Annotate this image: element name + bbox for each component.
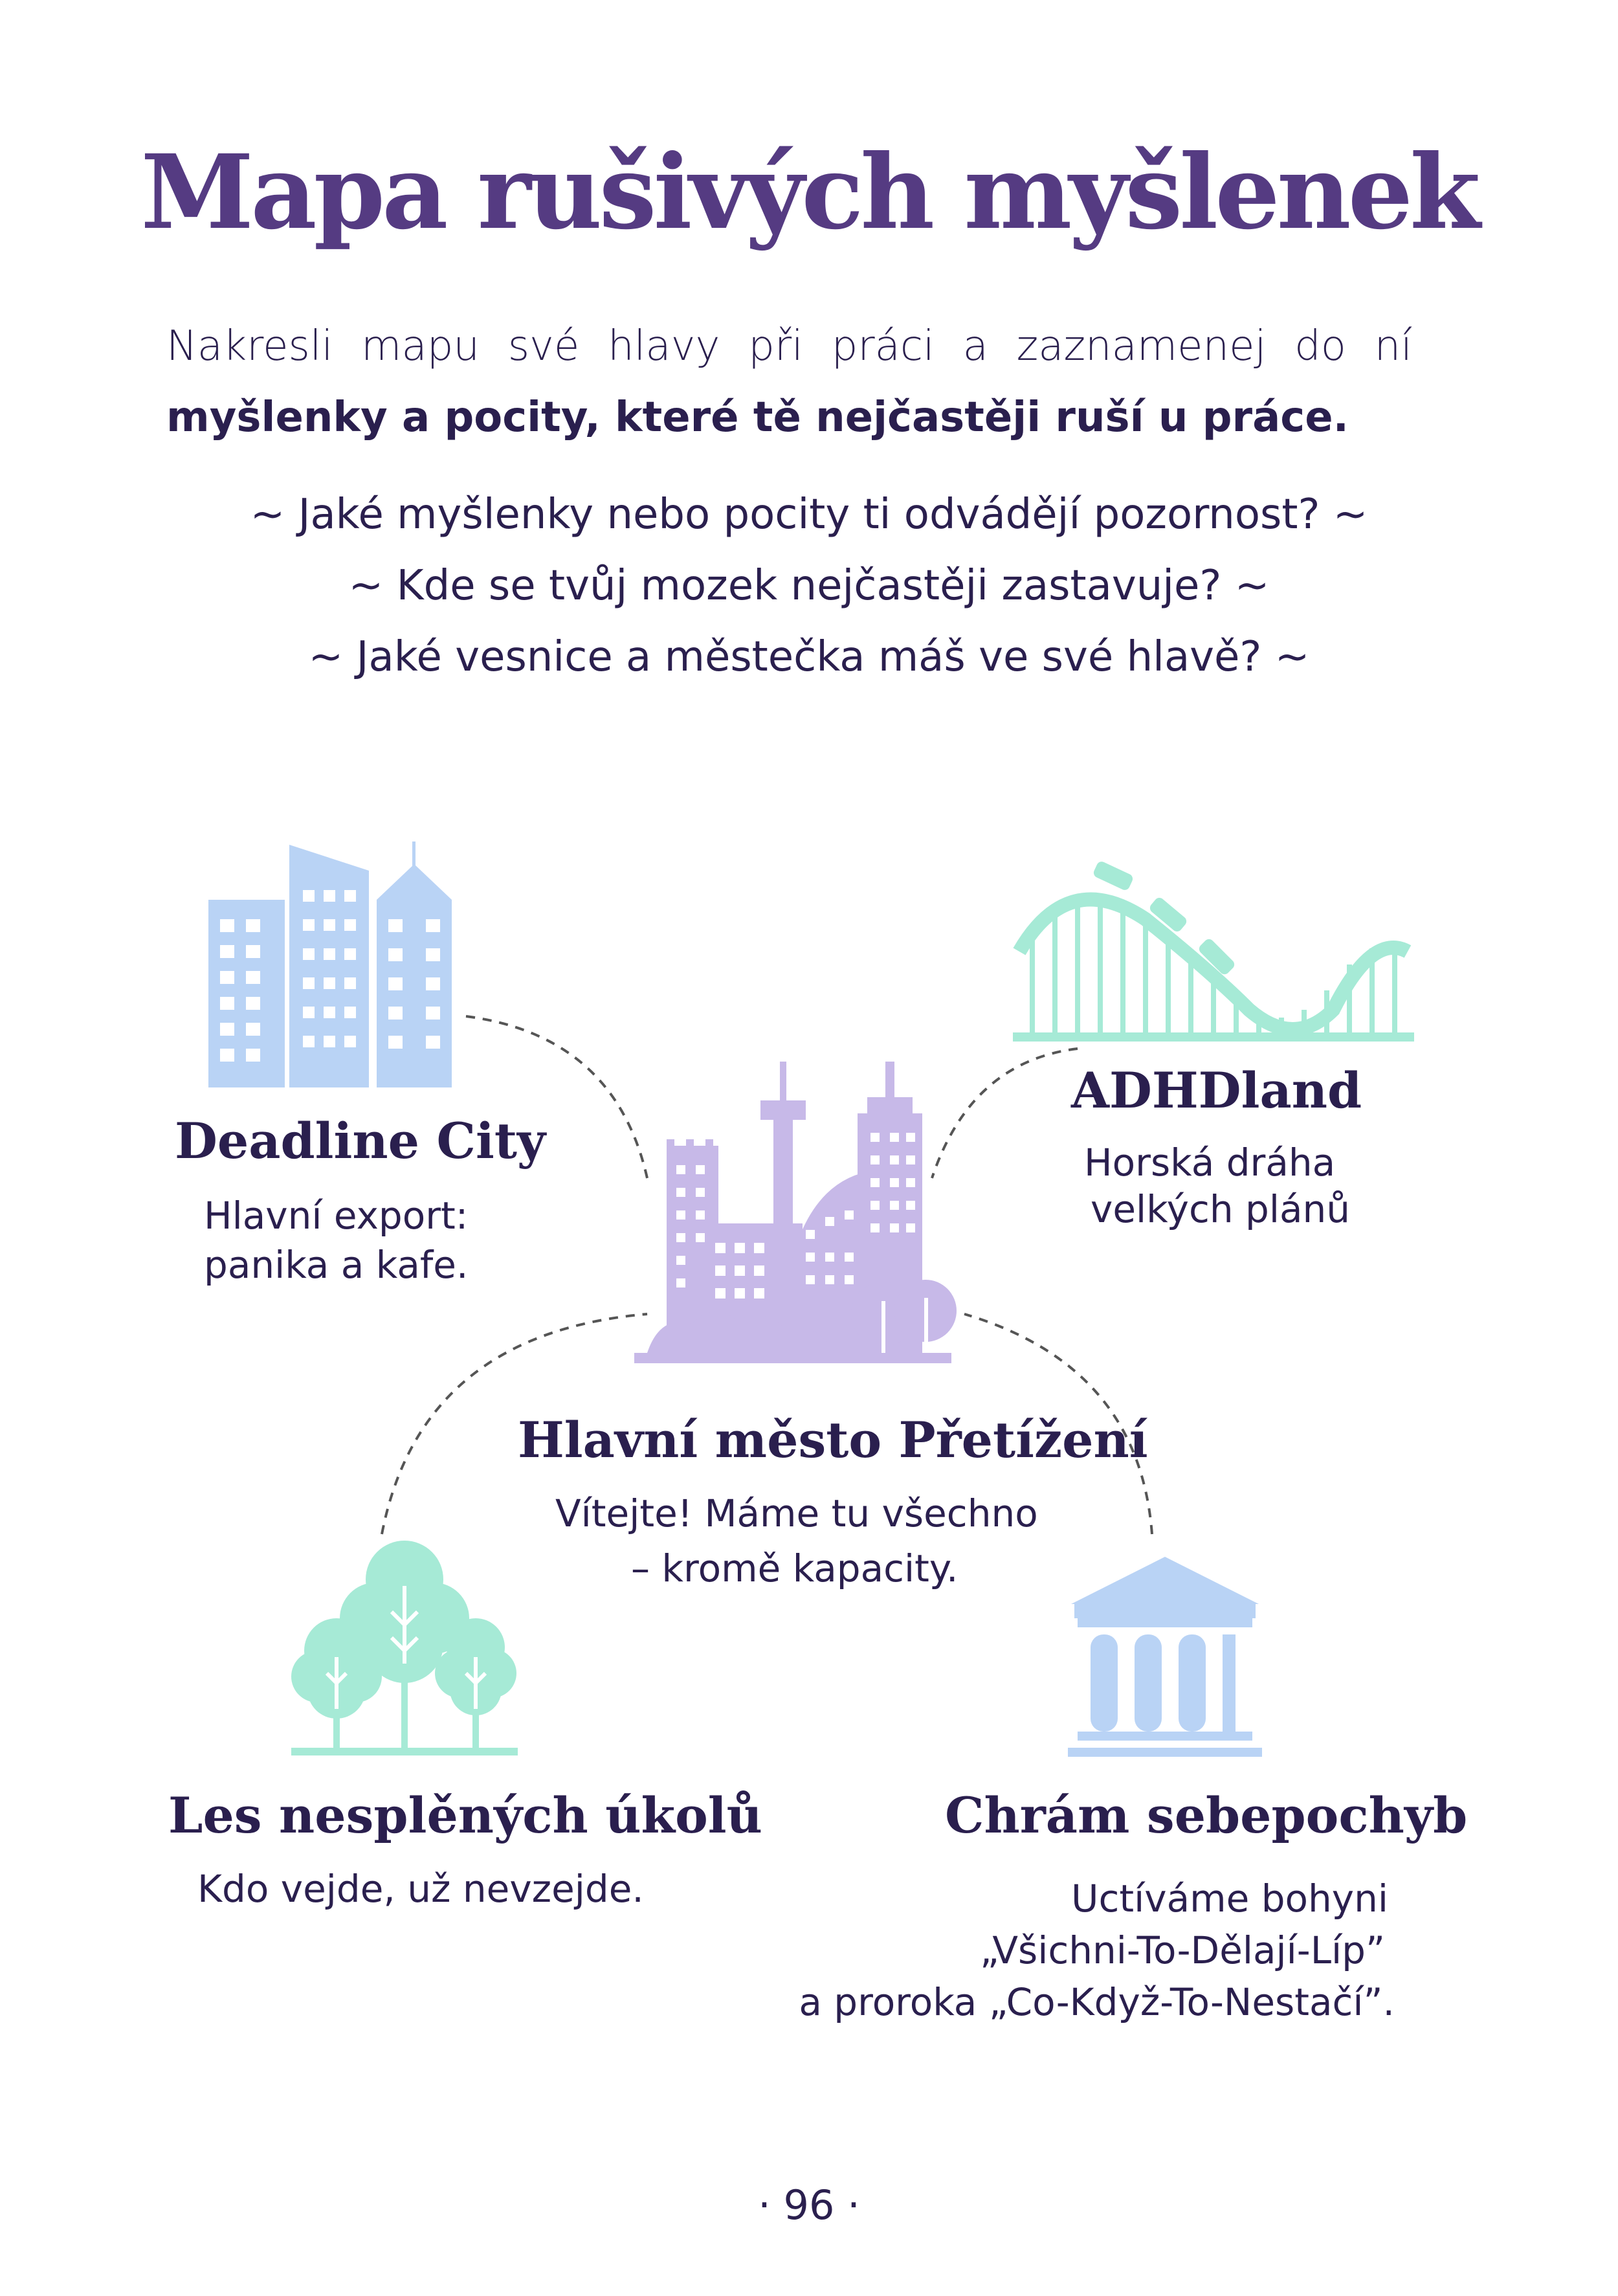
intro-text: Nakresli mapu své hlavy při práci a zaznamenej do ní <box>166 322 1412 370</box>
connector-adhd-capital <box>932 1049 1078 1178</box>
temple-desc-line2: „Všichni-To-Dělají-Líp” <box>979 1928 1385 1972</box>
question-2: ~ Kde se tvůj mozek nejčastěji zastavuje? ~ <box>348 562 1270 610</box>
capital-name: Hlavní město Přetížení <box>518 1411 1148 1469</box>
question-3: ~ Jaké vesnice a městečka máš ve své hlavě? ~ <box>308 633 1310 681</box>
question-1: ~ Jaké myšlenky nebo pocity ti odvádějí pozornost? ~ <box>250 491 1368 539</box>
temple-desc-line1: Uctíváme bohyni <box>1071 1877 1388 1921</box>
deadline-city-name: Deadline City <box>175 1112 546 1170</box>
temple-icon <box>1068 1557 1262 1757</box>
page-title: Mapa rušivých myšlenek <box>140 133 1478 252</box>
temple-desc-line3: a proroka „Co-Když-To-Nestačí”. <box>799 1980 1395 2024</box>
roller-coaster-icon <box>1013 860 1414 1042</box>
temple-name: Chrám sebepochyb <box>945 1787 1468 1844</box>
deadline-city-desc-line1: Hlavní export: <box>204 1194 469 1238</box>
forest-name: Les nesplěných úkolů <box>168 1787 762 1844</box>
capital-desc-line2: – kromě kapacity. <box>631 1546 959 1590</box>
deadline-city-desc-line2: panika a kafe. <box>204 1243 469 1287</box>
capital-desc-line1: Vítejte! Máme tu všechno <box>555 1491 1038 1535</box>
adhdland-desc-line1: Horská dráha <box>1084 1141 1336 1185</box>
skyscrapers-icon <box>208 841 452 1087</box>
city-skyline-icon <box>634 1062 957 1363</box>
forest-desc-line1: Kdo vejde, už nevzejde. <box>197 1867 644 1911</box>
page-number: · 96 · <box>758 2181 860 2229</box>
forest-trees-icon <box>291 1541 518 1755</box>
intro-bold-text: myšlenky a pocity, které tě nejčastěji ruší u práce. <box>166 394 1349 441</box>
adhdland-name: ADHDland <box>1071 1062 1362 1119</box>
adhdland-desc-line2: velkých plánů <box>1091 1187 1351 1231</box>
